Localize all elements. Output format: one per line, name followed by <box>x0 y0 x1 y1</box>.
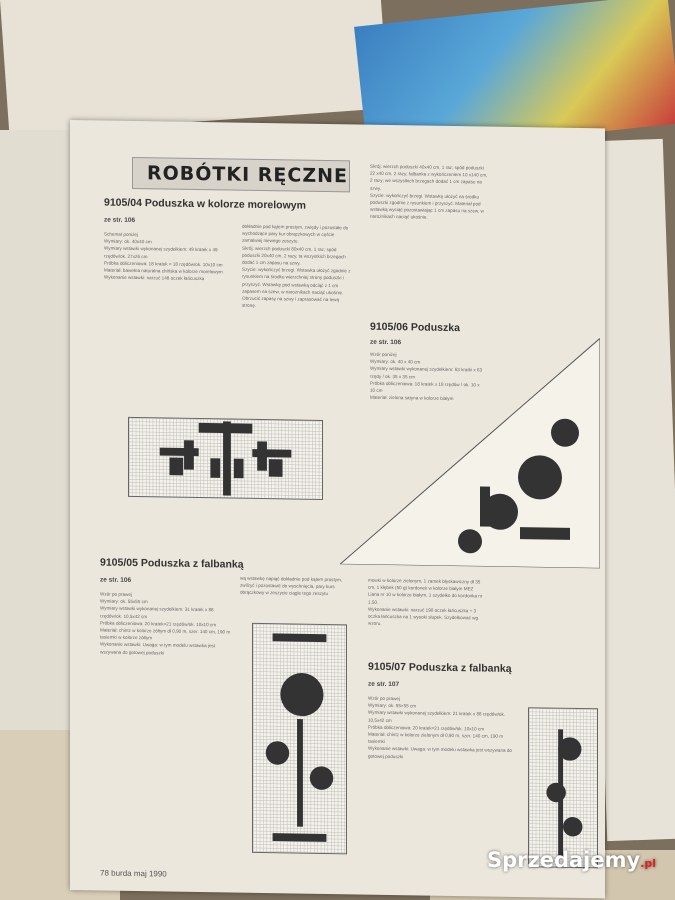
column-text <box>242 223 352 405</box>
text-line: Materiał: chintz w kolorze zielonym dł 0,90 m, szer. 140 cm, 190 m tasiemki <box>368 731 504 745</box>
magazine-name: burda maj 1990 <box>111 868 167 879</box>
section-name: Poduszka z falbanką <box>140 557 244 571</box>
page-footer <box>100 868 167 878</box>
text-line: Skrój: wierzch poduszki 80x40 cm, 1 raz; spód poduszki 20x40 cm, 2 razy, ta wszystkich brzegach dodać 1 cm zapasu na szwy. <box>242 245 346 266</box>
text-line: Wymiary wstawki wykonanej szydełkiem: 21 kratek x 88 rzędów/ok. 10,5x42 cm <box>368 710 506 723</box>
text-line: mowki w kolorze zielonym, 1 zamek błyskawiczny dł 35 cm, 1 kłębek (50 g) kordonek w kolorze białym MEZ Liana nr 10 w kolorze białym, 1 szydełko do kordonka nr 1,50. <box>368 577 483 605</box>
text-line: Wzór poniżej <box>370 351 397 358</box>
text-line: Wymiary wstawki wykonanej szydełkiem: 63 kratki x 63 rzędy / ok. 35 x 35 cm <box>370 366 483 380</box>
section-heading <box>100 556 244 570</box>
section-text <box>104 231 232 408</box>
section-heading <box>370 321 460 334</box>
text-line: dokładnie pod kątem prostym, zwiędy i pozostałe do wychodzące pary kur obrączkowych w cęście zamalwiej niewego zeszytu. <box>242 223 349 244</box>
section-ref: ze str. 106 <box>370 338 402 347</box>
crochet-chart-vertical <box>252 623 347 854</box>
text-line: Materiał: bawełna naturalna chińska w kolorze morelowym <box>104 267 223 275</box>
section-heading <box>104 197 306 212</box>
text-line: Wykonanie wstawki: narzuć 190 oczek łańcuszka + 3 oczka łańcuszka na 1 wysoki słupek. Szydełkować wg wzoru. <box>368 606 479 627</box>
page-title-box <box>132 157 350 192</box>
background-magazine-left <box>0 130 78 730</box>
text-line: Wykonanie wstawki: Uwaga: w tym modelu wstawka jest wszywana do gotowej poduszki <box>100 641 216 656</box>
magazine-page <box>70 120 605 898</box>
column-text <box>240 575 352 617</box>
text-line: Wymiary wstawki wykonanej szydełkiem: 31 kratek x 88 rzędów/ok. 10,5x42 cm <box>100 605 214 619</box>
text-line: Próbka obliczeniowa: 18 kratek = 18 rzędów/ok. 10x10 cm <box>104 260 223 268</box>
section-name: Poduszka <box>410 321 460 335</box>
section-ref: ze str. 106 <box>104 216 136 225</box>
watermark-text: Sprzedajemy <box>487 848 641 872</box>
section-code: 9105/06 <box>370 320 408 334</box>
text-line: Wymiary wstawki wykonanej szydełkiem: 49 kratek x 49 rzędów/ok. 27x26 cm <box>104 245 218 259</box>
leaf-motif <box>529 708 597 867</box>
text-line: Materiał: chintz w kolorze żółtym dł 0,90 m, szer. 140 cm, 190 m tasiemki w kolorze żółtym <box>100 627 231 641</box>
text-line: Próbka obliczeniowa: 20 kratek=21 rzędów/ok. 10x10 cm <box>100 620 217 628</box>
text-line: Wymiary: ok. 40 x 40 cm <box>370 358 421 365</box>
text-line: Wzór po prawej <box>100 591 132 597</box>
page-title: ROBÓTKI RĘCZNE <box>147 162 348 188</box>
watermark-suffix: .pl <box>640 857 657 870</box>
text-line: Wzór po prawej <box>368 695 400 702</box>
text-line: Próbka obliczeniowa: 18 kratek x 18 rzędów / ok. 10 x 10 cm <box>370 380 480 393</box>
section-code: 9105/05 <box>100 556 138 570</box>
section-ref: ze str. 107 <box>368 680 400 689</box>
triangle-motif <box>340 334 600 568</box>
text-line: Szycie: wykończyć brzegi. Wstawkę ułożyć na środku poduszki zgodnie z rysunkiem i przyszyć. Materiał pod wstawką wyciąć pozostawiając 1 cm zapasu na szew, w narożnikach naciąć ukośnie. <box>370 192 484 221</box>
section-text <box>100 590 232 862</box>
crochet-chart-small <box>528 707 598 868</box>
text-line: Szycie: wykończyć brzegi. Wstawka ułożyć zgodnie z rysunkiem na środku wierzchniej strony poduszki i przyszyć. Wstawkę pod wstawką odciąć z 1 cm zapasem na szew, w narożnikach naciąć ukośnie. Obrzucić zapasy na szwy i zaprasować na lewą stronę. <box>242 266 351 309</box>
section-name: Poduszka z falbanką <box>408 661 512 675</box>
text-line: Próbka obliczeniowa: 20 kratek=21 rzędów/ok. 10x10 cm <box>368 724 485 732</box>
page-number: 78 <box>100 868 109 878</box>
text-line: Wymiary: ok. 40x40 cm <box>104 238 152 245</box>
watermark-logo <box>487 848 656 872</box>
column-text <box>370 163 488 285</box>
crochet-chart-triangle <box>340 334 600 568</box>
text-line: wą wstawkę napiąć dokładnie pod kątem prostym, zwilżyć i pozostawić do wyschnięcia, pary kurs obrączkowy w zeszycie ciągle tego zeszytu <box>240 575 343 597</box>
flower-motif <box>129 418 322 499</box>
text-line: Wykonanie wstawki: Uwaga: w tym modelu wstawka jest wszywana do gotowej poduszki <box>368 746 512 759</box>
text-line: Materiał: zielona satyna w kolorze białym <box>370 394 454 402</box>
section-ref: ze str. 106 <box>100 576 132 584</box>
section-code: 9105/07 <box>368 660 406 674</box>
text-line: Skrój: wierzch poduszki 40x40 cm, 1 raz; spód poduszki 22 x40 cm, 2 razy; falbanka z wykończeniem 10 x140 cm, 2 razy; we wszystkich brzegach dodać 1 cm zapasu na szwy. <box>370 163 488 191</box>
crochet-chart-horizontal <box>128 417 323 500</box>
section-heading <box>368 661 512 675</box>
text-line: Schemat poniżej <box>104 231 138 238</box>
background-magazine-top-left <box>0 0 388 135</box>
text-line: Wymiary: ok. 55x55 cm <box>100 598 148 605</box>
text-line: Wykonanie wstawki: narzuć 148 oczek łańcuszka <box>104 274 205 282</box>
section-name: Poduszka w kolorze morelowym <box>144 197 306 212</box>
rose-motif <box>253 624 346 853</box>
text-line: Wymiary: ok. 55×55 cm <box>368 702 417 709</box>
section-code: 9105/04 <box>104 196 142 210</box>
